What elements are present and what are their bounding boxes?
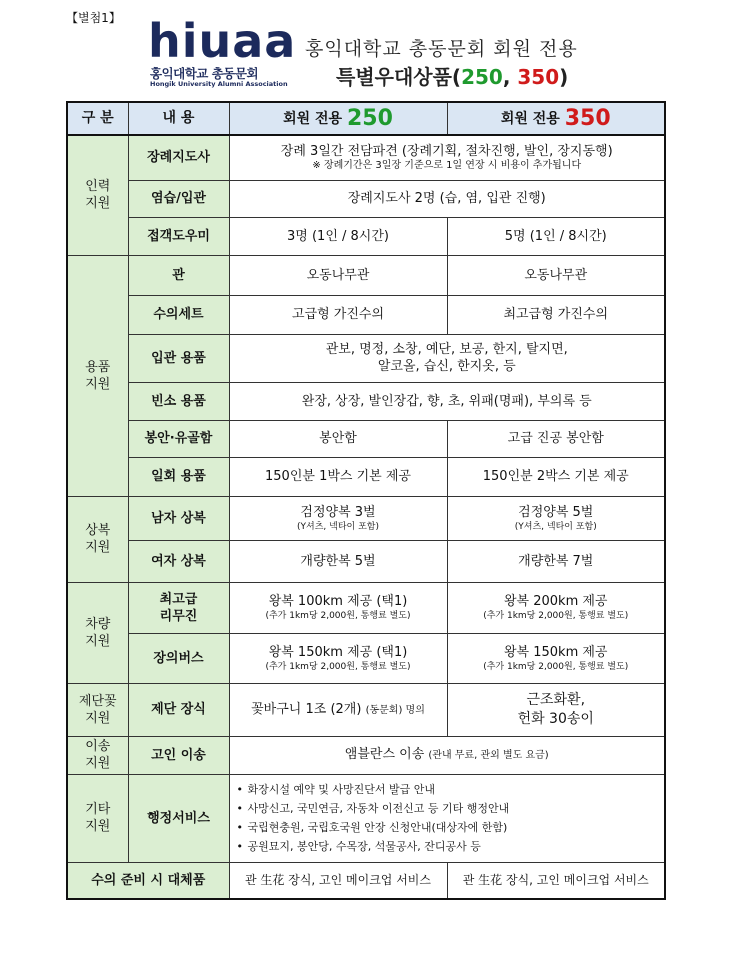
- group-vehicle: 차량 지원: [67, 582, 128, 683]
- group-transfer: 이송 지원: [67, 736, 128, 774]
- item-disposable: 일회 용품: [128, 457, 229, 496]
- title-prefix: 특별우대상품(: [336, 65, 462, 89]
- transfer-main: 앰블란스 이송: [344, 747, 425, 762]
- logo-korean-name: 홍익대학교 총동문회: [150, 66, 259, 81]
- header-plan-350: [447, 102, 665, 135]
- header-plan-label: 회원 전용: [283, 110, 343, 127]
- table-row: [67, 633, 665, 683]
- group-personnel: 인력 지원: [67, 135, 128, 255]
- table-row: [67, 255, 665, 295]
- table-row: [67, 582, 665, 633]
- item-urn: 봉안·유골함: [128, 420, 229, 457]
- limousine-250-main: 왕복 100km 제공 (택1): [268, 594, 408, 609]
- list-item: • 화장시설 예약 및 사망진단서 발급 안내: [248, 780, 665, 799]
- table-row: [67, 457, 665, 496]
- group-altar: 제단꽃 지원: [67, 683, 128, 736]
- bus-350-note: (추가 1km당 2,000원, 통행료 별도): [483, 661, 629, 672]
- director-note: ※ 장례기간은 3일장 기준으로 1일 연장 시 비용이 추가됩니다: [312, 160, 582, 172]
- transfer-small: (관내 무료, 관외 별도 요금): [428, 750, 549, 761]
- benefits-table: [66, 101, 666, 900]
- cell-transfer: [229, 736, 665, 774]
- table-row: [67, 135, 665, 180]
- table-row: [67, 774, 665, 862]
- group-other: 기타 지원: [67, 774, 128, 862]
- admin-list: [230, 780, 665, 856]
- bus-250-note: (추가 1km당 2,000원, 통행료 별도): [265, 661, 411, 672]
- cell-urn-250: 봉안함: [229, 420, 447, 457]
- item-shroud: 수의세트: [128, 295, 229, 334]
- title-line1: 홍익대학교 총동문회 회원 전용: [305, 38, 578, 60]
- cell-altar-350: [447, 683, 665, 736]
- table-row: [67, 683, 665, 736]
- annex-label: 【별첨1】: [66, 11, 121, 25]
- cell-shroud-staff: 장례지도사 2명 (습, 염, 입관 진행): [229, 180, 665, 217]
- title-code-350: 350: [517, 65, 560, 89]
- header-plan-250: [229, 102, 447, 135]
- cell-reception-250: 3명 (1인 / 8시간): [229, 217, 447, 255]
- table-row: [67, 420, 665, 457]
- cell-altar-250: [229, 683, 447, 736]
- cell-shroud-350: 최고급형 가진수의: [447, 295, 665, 334]
- altar-350-line1: 근조화환,: [526, 691, 586, 708]
- bus-350-main: 왕복 150km 제공: [503, 644, 608, 660]
- cell-bus-250: [229, 633, 447, 683]
- cell-coffin-250: 오동나무관: [229, 255, 447, 295]
- header-plan-label: 회원 전용: [500, 110, 560, 127]
- table-row: [67, 496, 665, 540]
- male-350-main: 검정양복 5벌: [518, 504, 594, 520]
- item-coffin: 관: [128, 255, 229, 295]
- table-row: [67, 334, 665, 382]
- limousine-350-note: (추가 1km당 2,000원, 통행료 별도): [483, 611, 629, 621]
- limousine-250-note: (추가 1km당 2,000원, 통행료 별도): [265, 611, 411, 621]
- cell-female-250: 개량한복 5벌: [229, 540, 447, 582]
- male-250-main: 검정양복 3벌: [300, 504, 376, 520]
- cell-encoffin: [229, 334, 665, 382]
- item-encoffin: 입관 용품: [128, 334, 229, 382]
- table-row: [67, 736, 665, 774]
- item-director: 장례지도사: [128, 135, 229, 180]
- male-350-note: (Y셔츠, 넥타이 포함): [514, 521, 597, 532]
- cell-limousine-250: [229, 582, 447, 633]
- table-row: [67, 217, 665, 255]
- cell-admin: [229, 774, 665, 862]
- footer-row: [67, 862, 665, 899]
- male-250-note: (Y셔츠, 넥타이 포함): [297, 521, 379, 532]
- limousine-350-main: 왕복 200km 제공: [503, 594, 608, 609]
- cell-reception-350: 5명 (1인 / 8시간): [447, 217, 665, 255]
- cell-coffin-350: 오동나무관: [447, 255, 665, 295]
- altar-350-line2: 헌화 30송이: [517, 710, 594, 727]
- footer-250: 관 生花 장식, 고인 메이크업 서비스: [229, 862, 447, 899]
- header-content: 내 용: [128, 102, 229, 135]
- list-item: • 공원묘지, 봉안당, 수목장, 석물공사, 잔디공사 등: [248, 837, 665, 856]
- encoffin-line1: 관보, 명정, 소창, 예단, 보공, 한지, 탈지면,: [325, 342, 568, 357]
- group-mourning: 상복 지원: [67, 496, 128, 582]
- table-row: [67, 295, 665, 334]
- cell-male-250: [229, 496, 447, 540]
- list-item: • 국립현충원, 국립호국원 안장 신청안내(대상자에 한함): [248, 818, 665, 837]
- cell-urn-350: 고급 진공 봉안함: [447, 420, 665, 457]
- item-funeral-goods: 빈소 용품: [128, 382, 229, 420]
- logo-english-name: Hongik University Alumni Association: [150, 80, 288, 88]
- item-transfer: 고인 이송: [128, 736, 229, 774]
- cell-funeral-goods: 완장, 상장, 발인장갑, 향, 초, 위패(명패), 부의록 등: [229, 382, 665, 420]
- cell-male-350: [447, 496, 665, 540]
- logo-wordmark: hiuaa: [148, 14, 297, 68]
- title-separator: ,: [502, 65, 518, 89]
- cell-shroud-250: 고급형 가진수의: [229, 295, 447, 334]
- encoffin-line2: 알코올, 습신, 한지옷, 등: [377, 359, 516, 374]
- item-admin: 행정서비스: [128, 774, 229, 862]
- title-code-250: 250: [461, 65, 503, 89]
- director-main: 장례 3일간 전담파견 (장례기획, 절차진행, 발인, 장지동행): [280, 144, 613, 160]
- footer-350: 관 生花 장식, 고인 메이크업 서비스: [447, 862, 665, 899]
- item-altar-deco: 제단 장식: [128, 683, 229, 736]
- footer-label: 수의 준비 시 대체품: [67, 862, 229, 899]
- cell-limousine-350: [447, 582, 665, 633]
- title-line2: [336, 61, 568, 90]
- cell-director: [229, 135, 665, 180]
- item-bus: 장의버스: [128, 633, 229, 683]
- altar-250-main: 꽃바구니 1조 (2개): [251, 701, 362, 717]
- cell-female-350: 개량한복 7벌: [447, 540, 665, 582]
- title-suffix: ): [559, 65, 569, 89]
- header-plan-250-code: 250: [346, 105, 393, 131]
- item-male-mourning: 남자 상복: [128, 496, 229, 540]
- cell-disposable-250: 150인분 1박스 기본 제공: [229, 457, 447, 496]
- table-row: [67, 382, 665, 420]
- item-shroud-staff: 염습/입관: [128, 180, 229, 217]
- cell-disposable-350: 150인분 2박스 기본 제공: [447, 457, 665, 496]
- header-category: 구 분: [67, 102, 128, 135]
- hiuaa-logo: [148, 14, 297, 92]
- altar-250-small: (동문회) 명의: [365, 704, 425, 716]
- bus-250-main: 왕복 150km 제공 (택1): [268, 644, 408, 660]
- header-plan-350-code: 350: [564, 105, 611, 131]
- item-reception: 접객도우미: [128, 217, 229, 255]
- group-goods: 용품 지원: [67, 255, 128, 496]
- table-row: [67, 180, 665, 217]
- item-female-mourning: 여자 상복: [128, 540, 229, 582]
- table-row: [67, 540, 665, 582]
- header-row: [67, 102, 665, 135]
- item-limousine: 최고급 리무진: [128, 582, 229, 633]
- cell-bus-350: [447, 633, 665, 683]
- list-item: • 사망신고, 국민연금, 자동차 이전신고 등 기타 행정안내: [248, 799, 665, 818]
